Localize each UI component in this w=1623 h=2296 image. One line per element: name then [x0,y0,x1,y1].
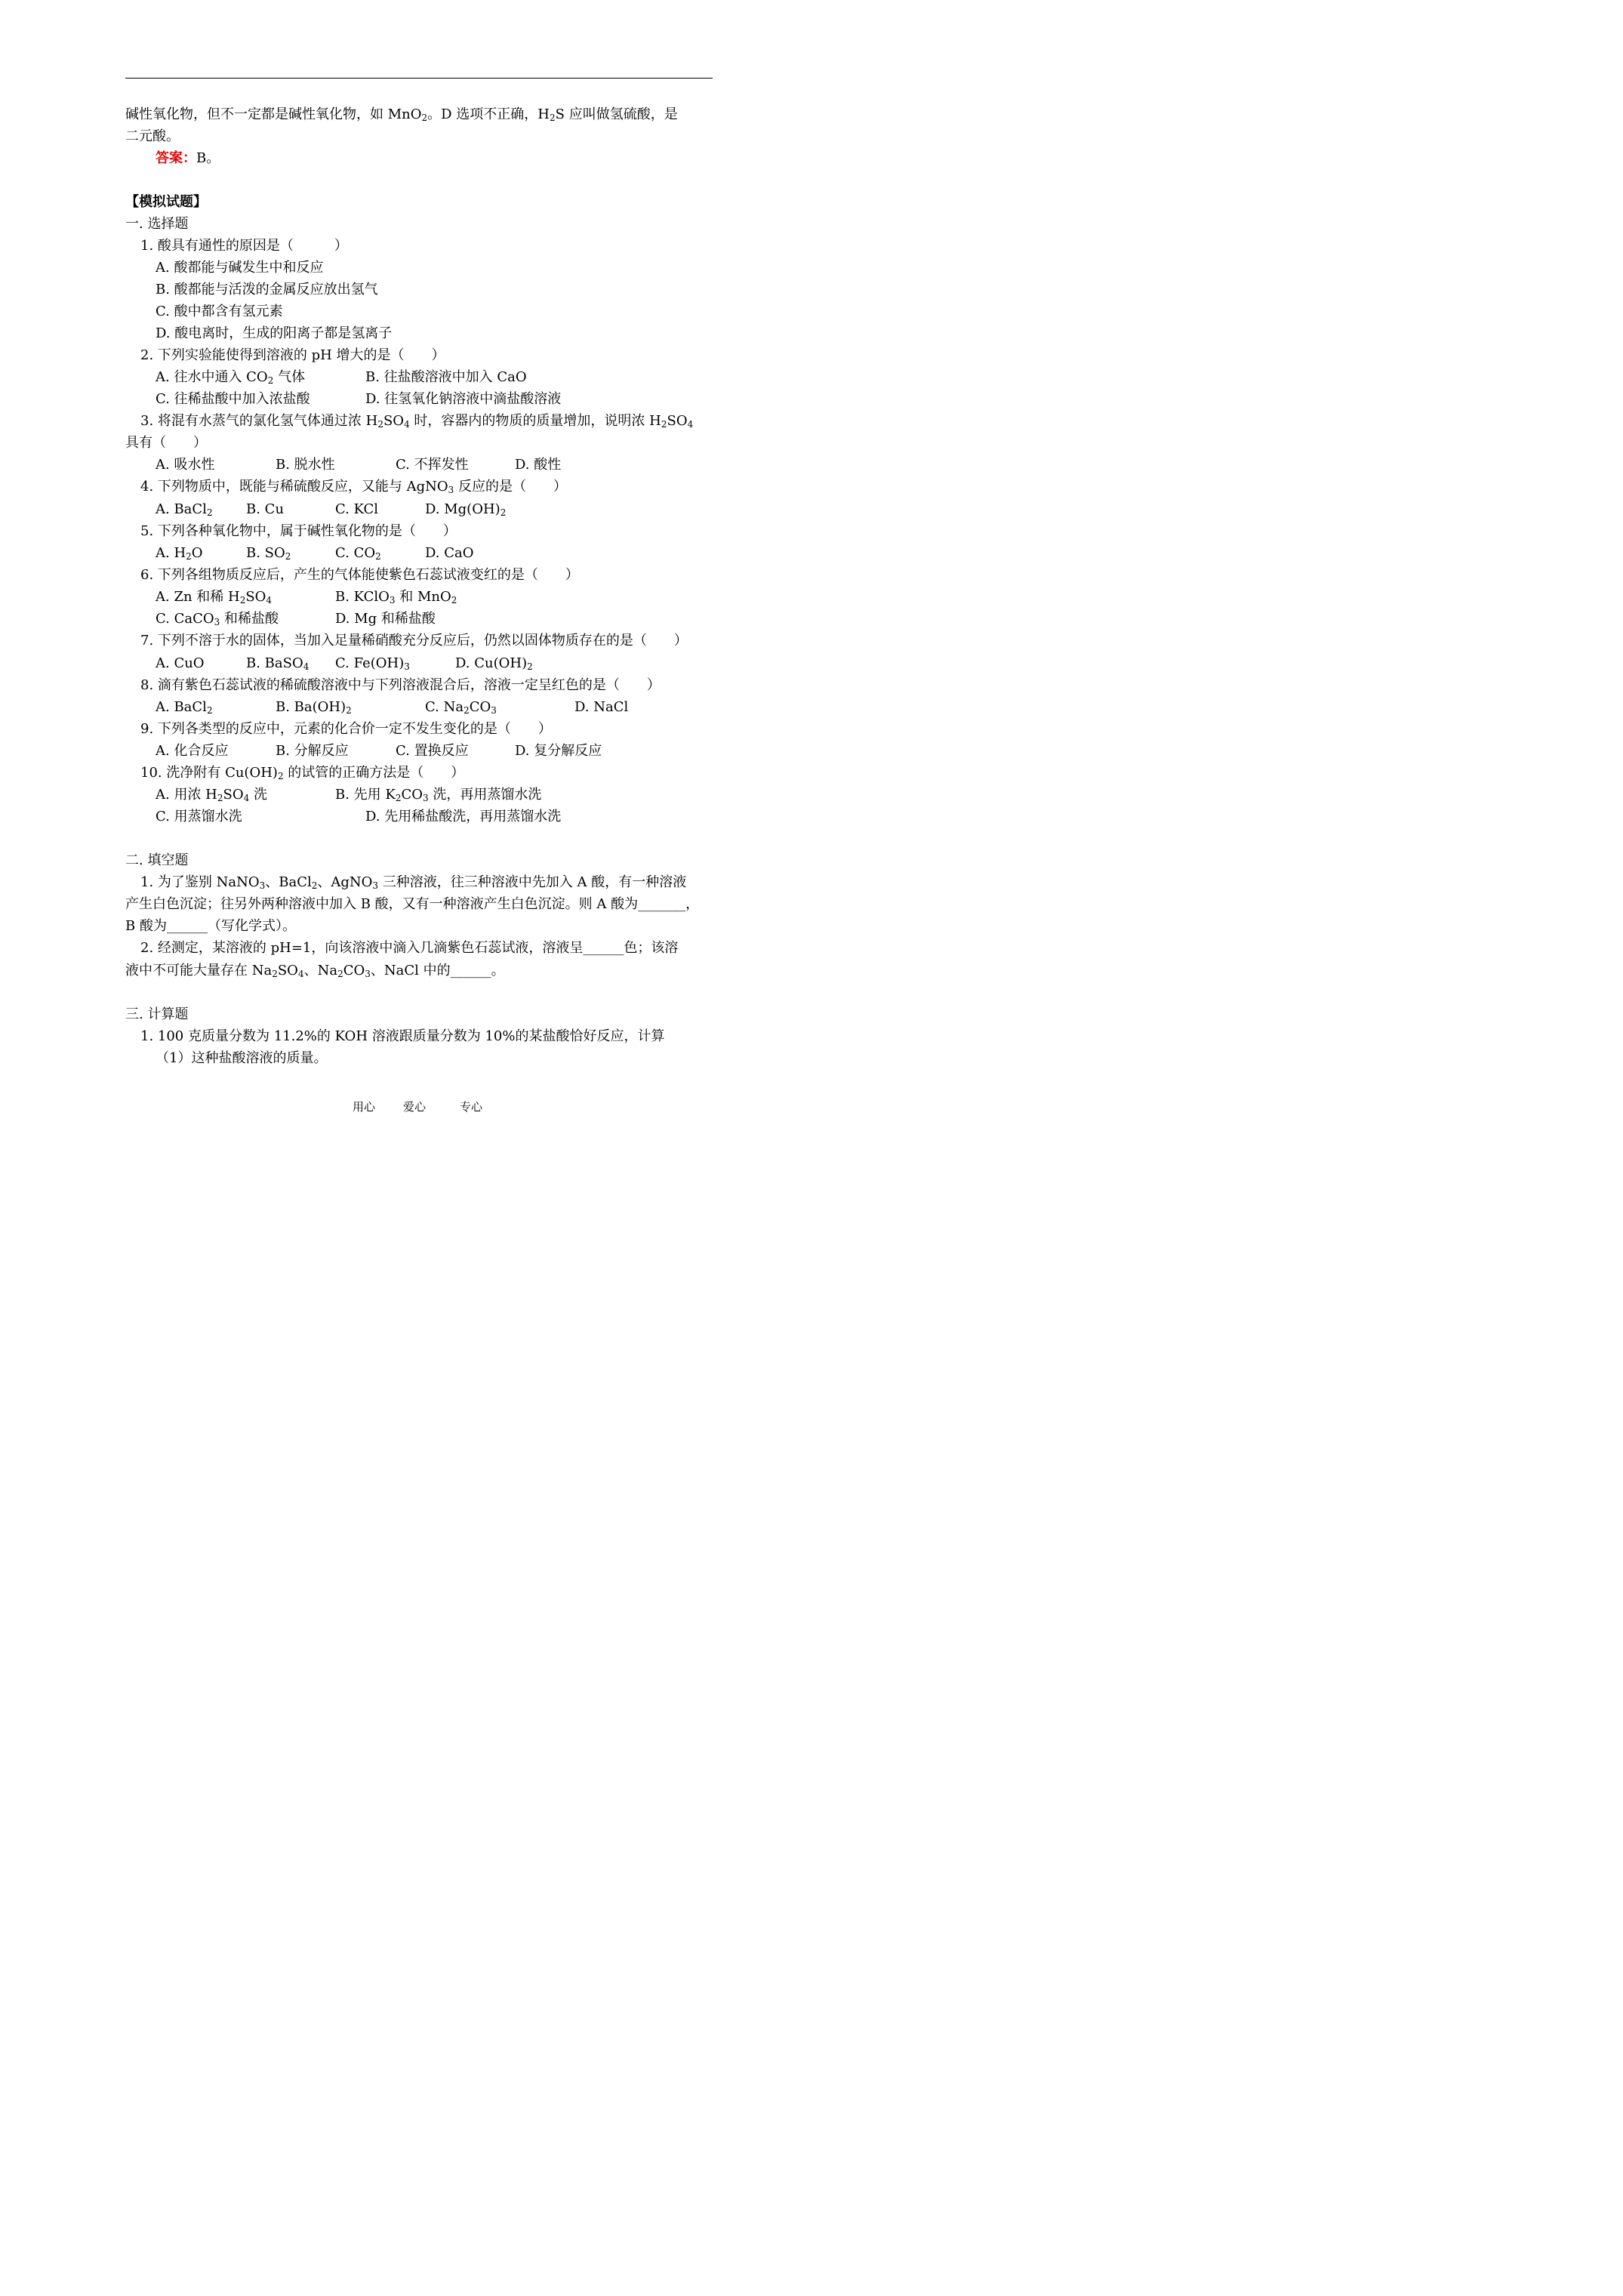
q10-option-d: D. 先用稀盐酸洗，再用蒸馏水洗 [365,809,562,824]
fill-q1-line-3: B 酸为______（写化学式）。 [125,918,296,934]
q9-option-c: C. 置换反应 [396,743,469,759]
q2-option-b: B. 往盐酸溶液中加入 CaO [365,369,527,385]
q7-stem: 7. 下列不溶于水的固体，当加入足量稀硝酸充分反应后，仍然以固体物质存在的是（ ） [140,633,688,649]
calc-q1-line-2: （1）这种盐酸溶液的质量。 [156,1050,328,1066]
q4-option-d: D. $Mg(OH)_2$ [425,501,507,518]
fill-q2-line-1: 2. 经测定，某溶液的 pH=1，向该溶液中滴入几滴紫色石蕊试液，溶液呈______色；该溶 [140,940,679,956]
part1-title: 一. 选择题 [125,216,189,232]
q5-option-d: D. CaO [425,545,474,561]
q4-option-b: B. Cu [246,501,285,517]
q2-option-d: D. 往氢氧化钠溶液中滴盐酸溶液 [365,391,562,407]
q1-option-d: D. 酸电离时，生成的阳离子都是氢离子 [156,325,393,341]
q6-option-d: D. Mg 和稀盐酸 [335,611,436,627]
q10-option-a: A. 用浓 $H_2SO_4$ 洗 [156,787,267,803]
q8-option-d: D. NaCl [574,699,629,715]
q4-stem: 4. 下列物质中，既能与稀硫酸反应，又能与 AgNO$_3$ 反应的是（ ） [140,479,568,495]
q8-option-c: C. $Na_2CO_3$ [425,699,497,716]
q1-option-a: A. 酸都能与碱发生中和反应 [156,260,324,276]
q8-stem: 8. 滴有紫色石蕊试液的稀硫酸溶液中与下列溶液混合后，溶液一定呈红色的是（ ） [140,677,661,693]
q3-stem: 3. 将混有水蒸气的氯化氢气体通过浓 $H_2SO_4$ 时，容器内的物质的质量增加，说明浓 $H_2SO_4$ [140,413,694,430]
q3-option-d: D. 酸性 [515,457,562,473]
q1-option-c: C. 酸中都含有氢元素 [156,304,283,319]
intro-line-1: 碱性氧化物，但不一定都是碱性氧化物，如 MnO$_2$。D 选项不正确，$H_2S$ 应叫做氢硫酸，是 [125,106,678,123]
q2-option-a: A. 往水中通入 $CO_2$ 气体 [156,369,306,386]
q9-option-b: B. 分解反应 [276,743,349,759]
section-title: 【模拟试题】 [125,194,207,210]
answer-line [156,150,220,167]
q4-option-a: A. BaCl$_2$ [156,501,213,518]
fill-q1-line-2: 产生白色沉淀；往另外两种溶液中加入 B 酸，又有一种溶液产生白色沉淀。则 A 酸为_______， [125,896,700,912]
q3-stem-cont: 具有（ ） [125,435,207,451]
q6-option-a: A. Zn 和稀 $H_2SO_4$ [156,589,273,606]
footer-text-2: 爱心 [403,1100,427,1114]
answer-value: B。 [196,150,220,166]
part3-title: 三. 计算题 [125,1006,189,1022]
q10-option-c: C. 用蒸馏水洗 [156,809,242,824]
q6-option-b: B. KClO$_3$ 和 MnO$_2$ [335,589,457,606]
footer-text-1: 用心 [353,1100,376,1114]
calc-q1-line-1: 1. 100 克质量分数为 11.2%的 KOH 溶液跟质量分数为 10%的某盐酸恰好反应，计算 [140,1028,665,1044]
q7-option-a: A. CuO [156,655,205,671]
q5-stem: 5. 下列各种氧化物中，属于碱性氧化物的是（ ） [140,523,457,539]
footer-text-3: 专心 [460,1100,483,1114]
q2-stem: 2. 下列实验能使得到溶液的 pH 增大的是（ ） [140,347,445,363]
q7-option-c: C. $Fe(OH)_3$ [335,655,410,672]
answer-label: 答案： [156,150,196,166]
q10-option-b: B. 先用 $K_2CO_3$ 洗，再用蒸馏水洗 [335,787,542,803]
q9-option-a: A. 化合反应 [156,743,229,759]
fill-q1-line-1: 1. 为了鉴别 NaNO$_3$、BaCl$_2$、AgNO$_3$ 三种溶液，往三种溶液中先加入 A 酸，有一种溶液 [140,874,687,891]
q9-stem: 9. 下列各类型的反应中，元素的化合价一定不发生变化的是（ ） [140,721,552,737]
q5-option-c: C. $CO_2$ [335,545,381,562]
q3-option-b: B. 脱水性 [276,457,335,473]
q3-option-a: A. 吸水性 [156,457,215,473]
q1-stem: 1. 酸具有通性的原因是（ ） [140,238,348,254]
q10-stem: 10. 洗净附有 $Cu(OH)_2$ 的试管的正确方法是（ ） [140,765,465,781]
q7-option-b: B. BaSO$_4$ [246,655,310,672]
q5-option-a: A. $H_2O$ [156,545,203,562]
q5-option-b: B. $SO_2$ [246,545,291,562]
fill-q2-line-2: 液中不可能大量存在 $Na_2SO_4$、$Na_2CO_3$、NaCl 中的______。 [125,963,505,979]
q7-option-d: D. $Cu(OH)_2$ [455,655,533,672]
q4-option-c: C. KCl [335,501,379,517]
intro-line-2: 二元酸。 [125,128,180,144]
part2-title: 二. 填空题 [125,852,189,868]
q8-option-a: A. BaCl$_2$ [156,699,213,716]
q6-stem: 6. 下列各组物质反应后，产生的气体能使紫色石蕊试液变红的是（ ） [140,567,579,583]
q9-option-d: D. 复分解反应 [515,743,602,759]
q2-option-c: C. 往稀盐酸中加入浓盐酸 [156,391,310,407]
q6-option-c: C. CaCO$_3$ 和稀盐酸 [156,611,279,627]
header-rule [125,78,713,79]
q3-option-c: C. 不挥发性 [396,457,469,473]
q8-option-b: B. $Ba(OH)_2$ [276,699,352,716]
q1-option-b: B. 酸都能与活泼的金属反应放出氢气 [156,282,378,297]
